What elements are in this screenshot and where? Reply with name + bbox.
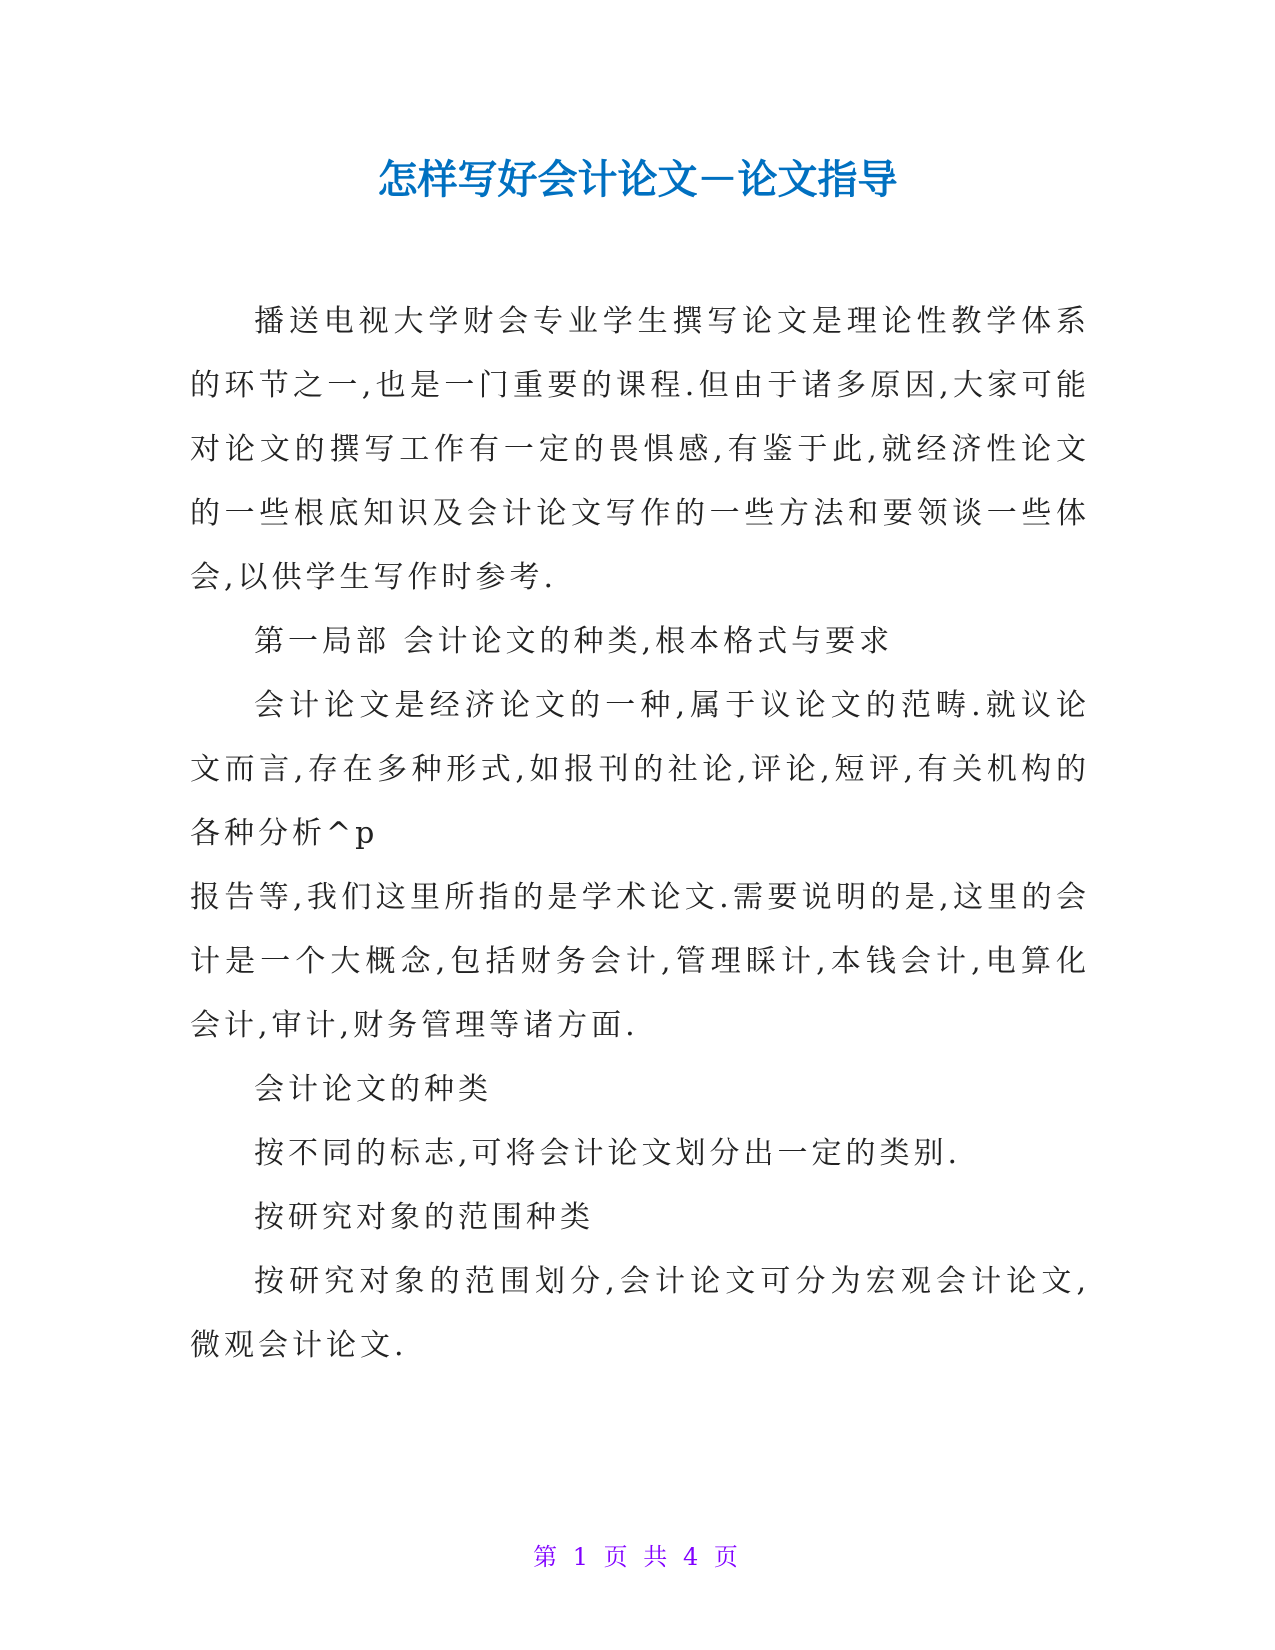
footer-total-pages: 4: [682, 1543, 703, 1571]
paragraph-definition-continued: 报告等,我们这里所指的是学术论文.需要说明的是,这里的会计是一个大概念,包括财务会计,管理睬计,本钱会计,电算化会计,审计,财务管理等诸方面.: [190, 880, 1090, 1043]
footer-current-page: 1: [572, 1543, 593, 1571]
subheading-paper-types: 会计论文的种类: [254, 1072, 492, 1107]
paragraph-classification: 按不同的标志,可将会计论文划分出一定的类别.: [254, 1136, 962, 1171]
paragraph-intro: 播送电视大学财会专业学生撰写论文是理论性教学体系的环节之一,也是一门重要的课程.但由于诸多原因,大家可能对论文的撰写工作有一定的畏惧感,有鉴于此,就经济性论文的一些根底知识及会计论文写作的一些方法和要领谈一些体会,以供学生写作时参考.: [190, 304, 1090, 595]
document-title: 怎样写好会计论文－论文指导: [377, 157, 898, 203]
paragraph-scope: 按研究对象的范围划分,会计论文可分为宏观会计论文,微观会计论文.: [190, 1264, 1090, 1363]
paragraph-definition: 会计论文是经济论文的一种,属于议论文的范畴.就议论文而言,存在多种形式,如报刊的社论,评论,短评,有关机构的各种分析^p: [190, 688, 1090, 851]
subheading-scope-types: 按研究对象的范围种类: [254, 1200, 594, 1235]
footer-suffix: 页: [713, 1543, 742, 1571]
section-heading-part-one: 第一局部 会计论文的种类,根本格式与要求: [254, 624, 894, 659]
footer-prefix: 第: [533, 1543, 562, 1571]
footer-mid: 页 共: [603, 1543, 672, 1571]
page-footer: [0, 1540, 1275, 1574]
document-body: [190, 290, 1090, 1378]
